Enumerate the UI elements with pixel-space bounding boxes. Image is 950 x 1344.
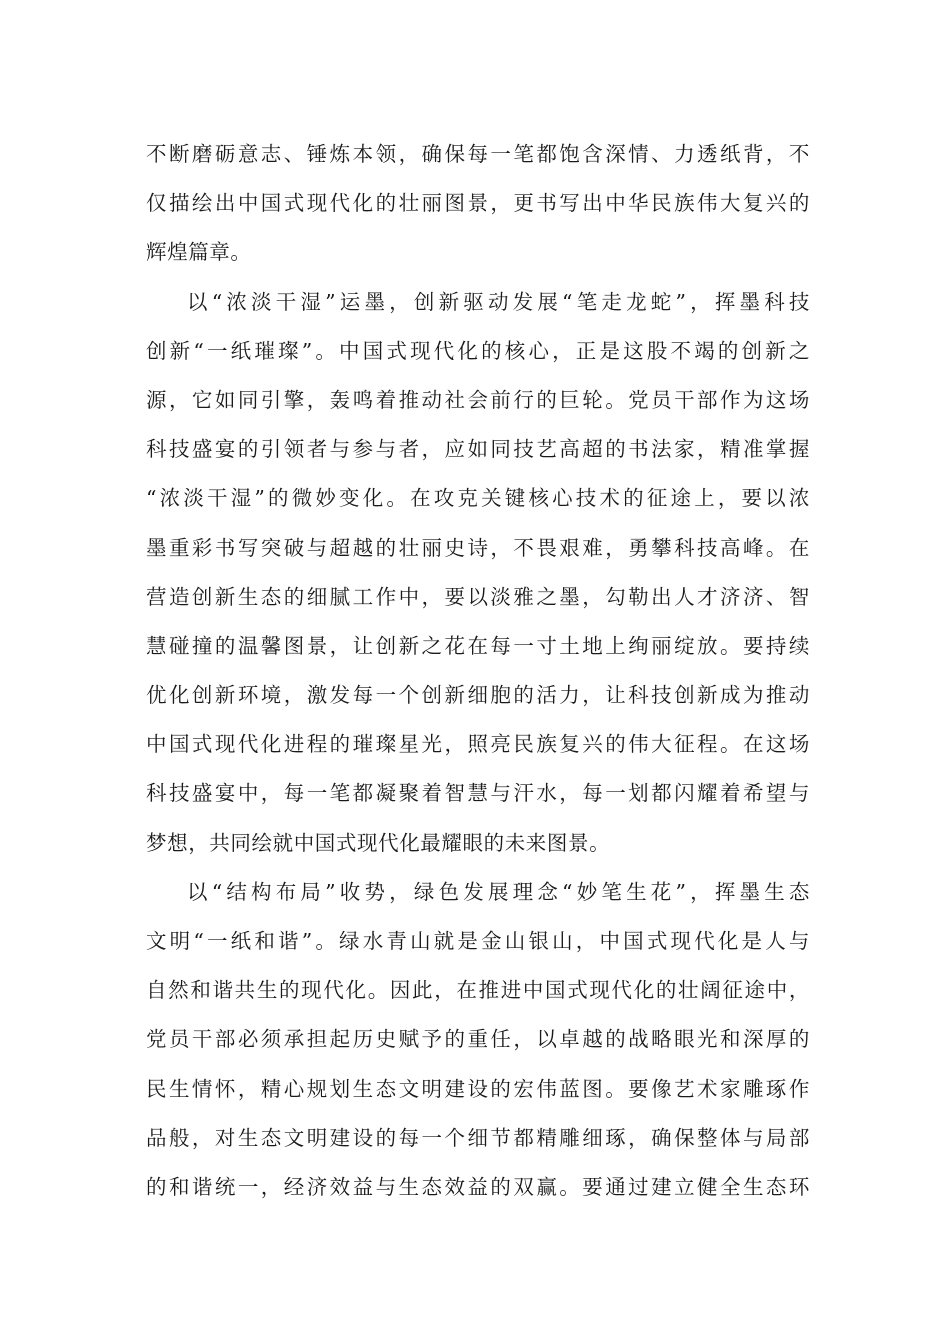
text-line: 科技盛宴中，每一笔都凝聚着智慧与汗水，每一划都闪耀着希望与 [146,781,810,806]
text-line: 慧碰撞的温馨图景，让创新之花在每一寸土地上绚丽绽放。要持续 [146,633,810,658]
text-line: 梦想，共同绘就中国式现代化最耀眼的未来图景。 [146,830,611,855]
text-line: 优化创新环境，激发每一个创新细胞的活力，让科技创新成为推动 [146,683,810,708]
text-line: 品般，对生态文明建设的每一个细节都精雕细琢，确保整体与局部 [146,1125,810,1150]
text-line: 的和谐统一，经济效益与生态效益的双赢。要通过建立健全生态环 [146,1174,810,1199]
text-line: 辉煌篇章。 [146,240,252,265]
text-line: 党员干部必须承担起历史赋予的重任，以卓越的战略眼光和深厚的 [146,1027,810,1052]
text-line: 中国式现代化进程的璀璨星光，照亮民族复兴的伟大征程。在这场 [146,732,810,757]
text-line: 不断磨砺意志、锤炼本领，确保每一笔都饱含深情、力透纸背，不 [146,142,810,166]
text-line: 营造创新生态的细腻工作中，要以淡雅之墨，勾勒出人才济济、智 [146,584,810,609]
text-line: 科技盛宴的引领者与参与者，应如同技艺高超的书法家，精准掌握 [146,437,810,462]
text-line: 源，它如同引擎，轰鸣着推动社会前行的巨轮。党员干部作为这场 [146,387,810,412]
text-line: 仅描绘出中国式现代化的壮丽图景，更书写出中华民族伟大复兴的 [146,191,810,216]
text-line: “浓淡干湿”的微妙变化。在攻克关键核心技术的征途上，要以浓 [146,486,810,511]
text-line: 以“浓淡干湿”运墨，创新驱动发展“笔走龙蛇”，挥墨科技 [187,289,810,314]
document-body [146,130,810,1212]
text-line: 墨重彩书写突破与超越的壮丽史诗，不畏艰难，勇攀科技高峰。在 [146,535,810,560]
text-line: 以“结构布局”收势，绿色发展理念“妙笔生花”，挥墨生态 [187,879,810,904]
text-line: 创新“一纸璀璨”。中国式现代化的核心，正是这股不竭的创新之 [146,338,810,363]
text-line: 文明“一纸和谐”。绿水青山就是金山银山，中国式现代化是人与 [146,929,810,953]
text-line: 自然和谐共生的现代化。因此，在推进中国式现代化的壮阔征途中， [146,978,810,1003]
text-line: 民生情怀，精心规划生态文明建设的宏伟蓝图。要像艺术家雕琢作 [146,1076,810,1101]
